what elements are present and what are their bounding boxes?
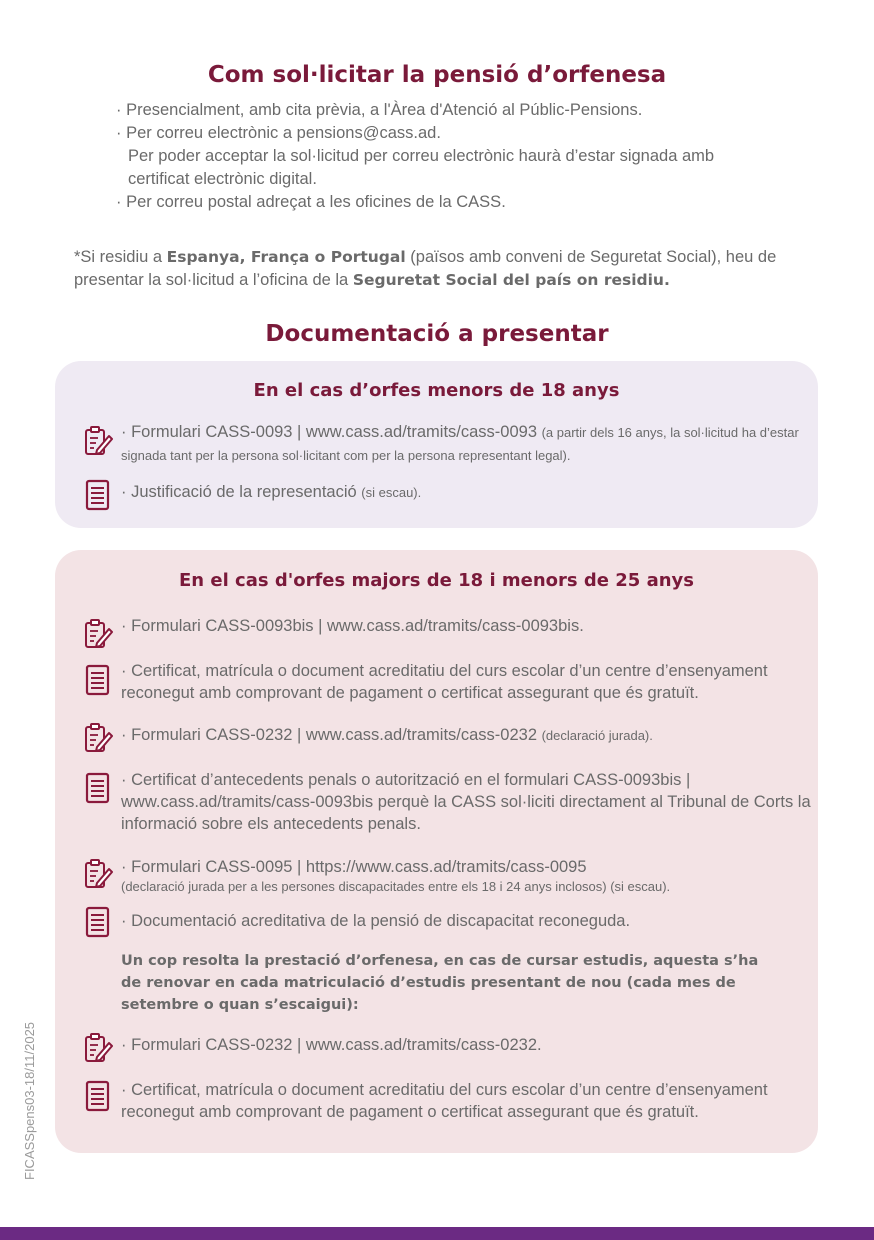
item-text: · Certificat, matrícula o document acreditatiu del curs escolar d’un centre d’ensenyament reconegut amb comprovant de pagament o certificat assegurant que és gratuït. (121, 662, 768, 702)
document-lines-icon (83, 479, 113, 511)
document-lines-icon (83, 1080, 113, 1112)
form-pen-icon (83, 858, 113, 890)
list-item-detail: Per poder acceptar la sol·licitud per correu electrònic haurà d’estar signada amb (128, 147, 715, 165)
item-small-text: (si escau). (361, 485, 422, 500)
item-text: · Formulari CASS-0232 | www.cass.ad/tramits/cass-0232 (121, 726, 542, 744)
page-title: Com sol·licitar la pensió d’orfenesa (207, 62, 667, 88)
list-item: · Presencialment, amb cita prèvia, a l'Àrea d'Atenció al Públic-Pensions. (116, 101, 643, 119)
item-small-text: (declaració jurada per a les persones discapacitades entre els 18 i 24 anys inclosos) (si escau). (121, 879, 671, 894)
item-text: · Certificat d’antecedents penals o autorització en el formulari CASS-0093bis | www.cass.ad/tramits/cass-0093bis perquè la CASS sol·liciti directament al Tribunal de Corts la informació sobre els antecedents penals. (121, 771, 811, 833)
item-text: · Formulari CASS-0093bis | www.cass.ad/tramits/cass-0093bis. (121, 617, 584, 635)
residence-note (74, 246, 814, 292)
form-pen-icon (83, 722, 113, 754)
box-title: En el cas d’orfes menors de 18 anys (253, 380, 620, 401)
document-lines-icon (83, 906, 113, 938)
item-text: · Documentació acreditativa de la pensió de discapacitat reconeguda. (121, 912, 631, 930)
form-pen-icon (83, 618, 113, 650)
note-text: (països amb conveni de Seguretat Social), heu de presentar la sol·licitud a l’oficina de la (74, 248, 777, 289)
renewal-note: Un cop resolta la prestació d’orfenesa, en cas de cursar estudis, aquesta s’ha de renovar en cada matriculació d’estudis presentant de nou (cada mes de setembre o quan s’escaigui): (121, 953, 759, 1013)
item-text: · Formulari CASS-0095 | https://www.cass.ad/tramits/cass-0095 (121, 858, 587, 876)
note-bold-office: Seguretat Social del país on residiu. (352, 271, 670, 289)
item-text: · Justificació de la representació (121, 483, 362, 501)
section-title-documentation: Documentació a presentar (265, 321, 609, 347)
adults-documents-box (55, 550, 818, 1153)
form-pen-icon (83, 1032, 113, 1064)
item-text: · Certificat, matrícula o document acreditatiu del curs escolar d’un centre d’ensenyament reconegut amb comprovant de pagament o certificat assegurant que és gratuït. (121, 1081, 768, 1121)
minors-documents-box (55, 361, 818, 528)
footer-bar (0, 1227, 874, 1240)
list-item: · Per correu postal adreçat a les oficines de la CASS. (116, 193, 506, 211)
item-small-text: (declaració jurada). (541, 728, 653, 743)
list-item: · Per correu electrònic a pensions@cass.ad. (116, 124, 441, 142)
request-methods-list (116, 99, 714, 214)
box-title: En el cas d'orfes majors de 18 i menors de 25 anys (179, 570, 694, 591)
document-code: FICASSpens03-18/11/2025 (22, 1021, 37, 1180)
list-item-detail: certificat electrònic digital. (128, 170, 317, 188)
document-lines-icon (83, 664, 113, 696)
item-text: · Formulari CASS-0093 | www.cass.ad/tramits/cass-0093 (121, 423, 542, 441)
item-small-text: (a partir dels 16 anys, la sol·licitud ha d’estar signada tant per la persona sol·licitant com per la persona representant legal). (121, 425, 799, 463)
document-lines-icon (83, 772, 113, 804)
form-pen-icon (83, 425, 113, 457)
note-text: *Si residiu a (74, 248, 167, 266)
note-bold-countries: Espanya, França o Portugal (166, 248, 406, 266)
item-text: · Formulari CASS-0232 | www.cass.ad/tramits/cass-0232. (121, 1036, 542, 1054)
